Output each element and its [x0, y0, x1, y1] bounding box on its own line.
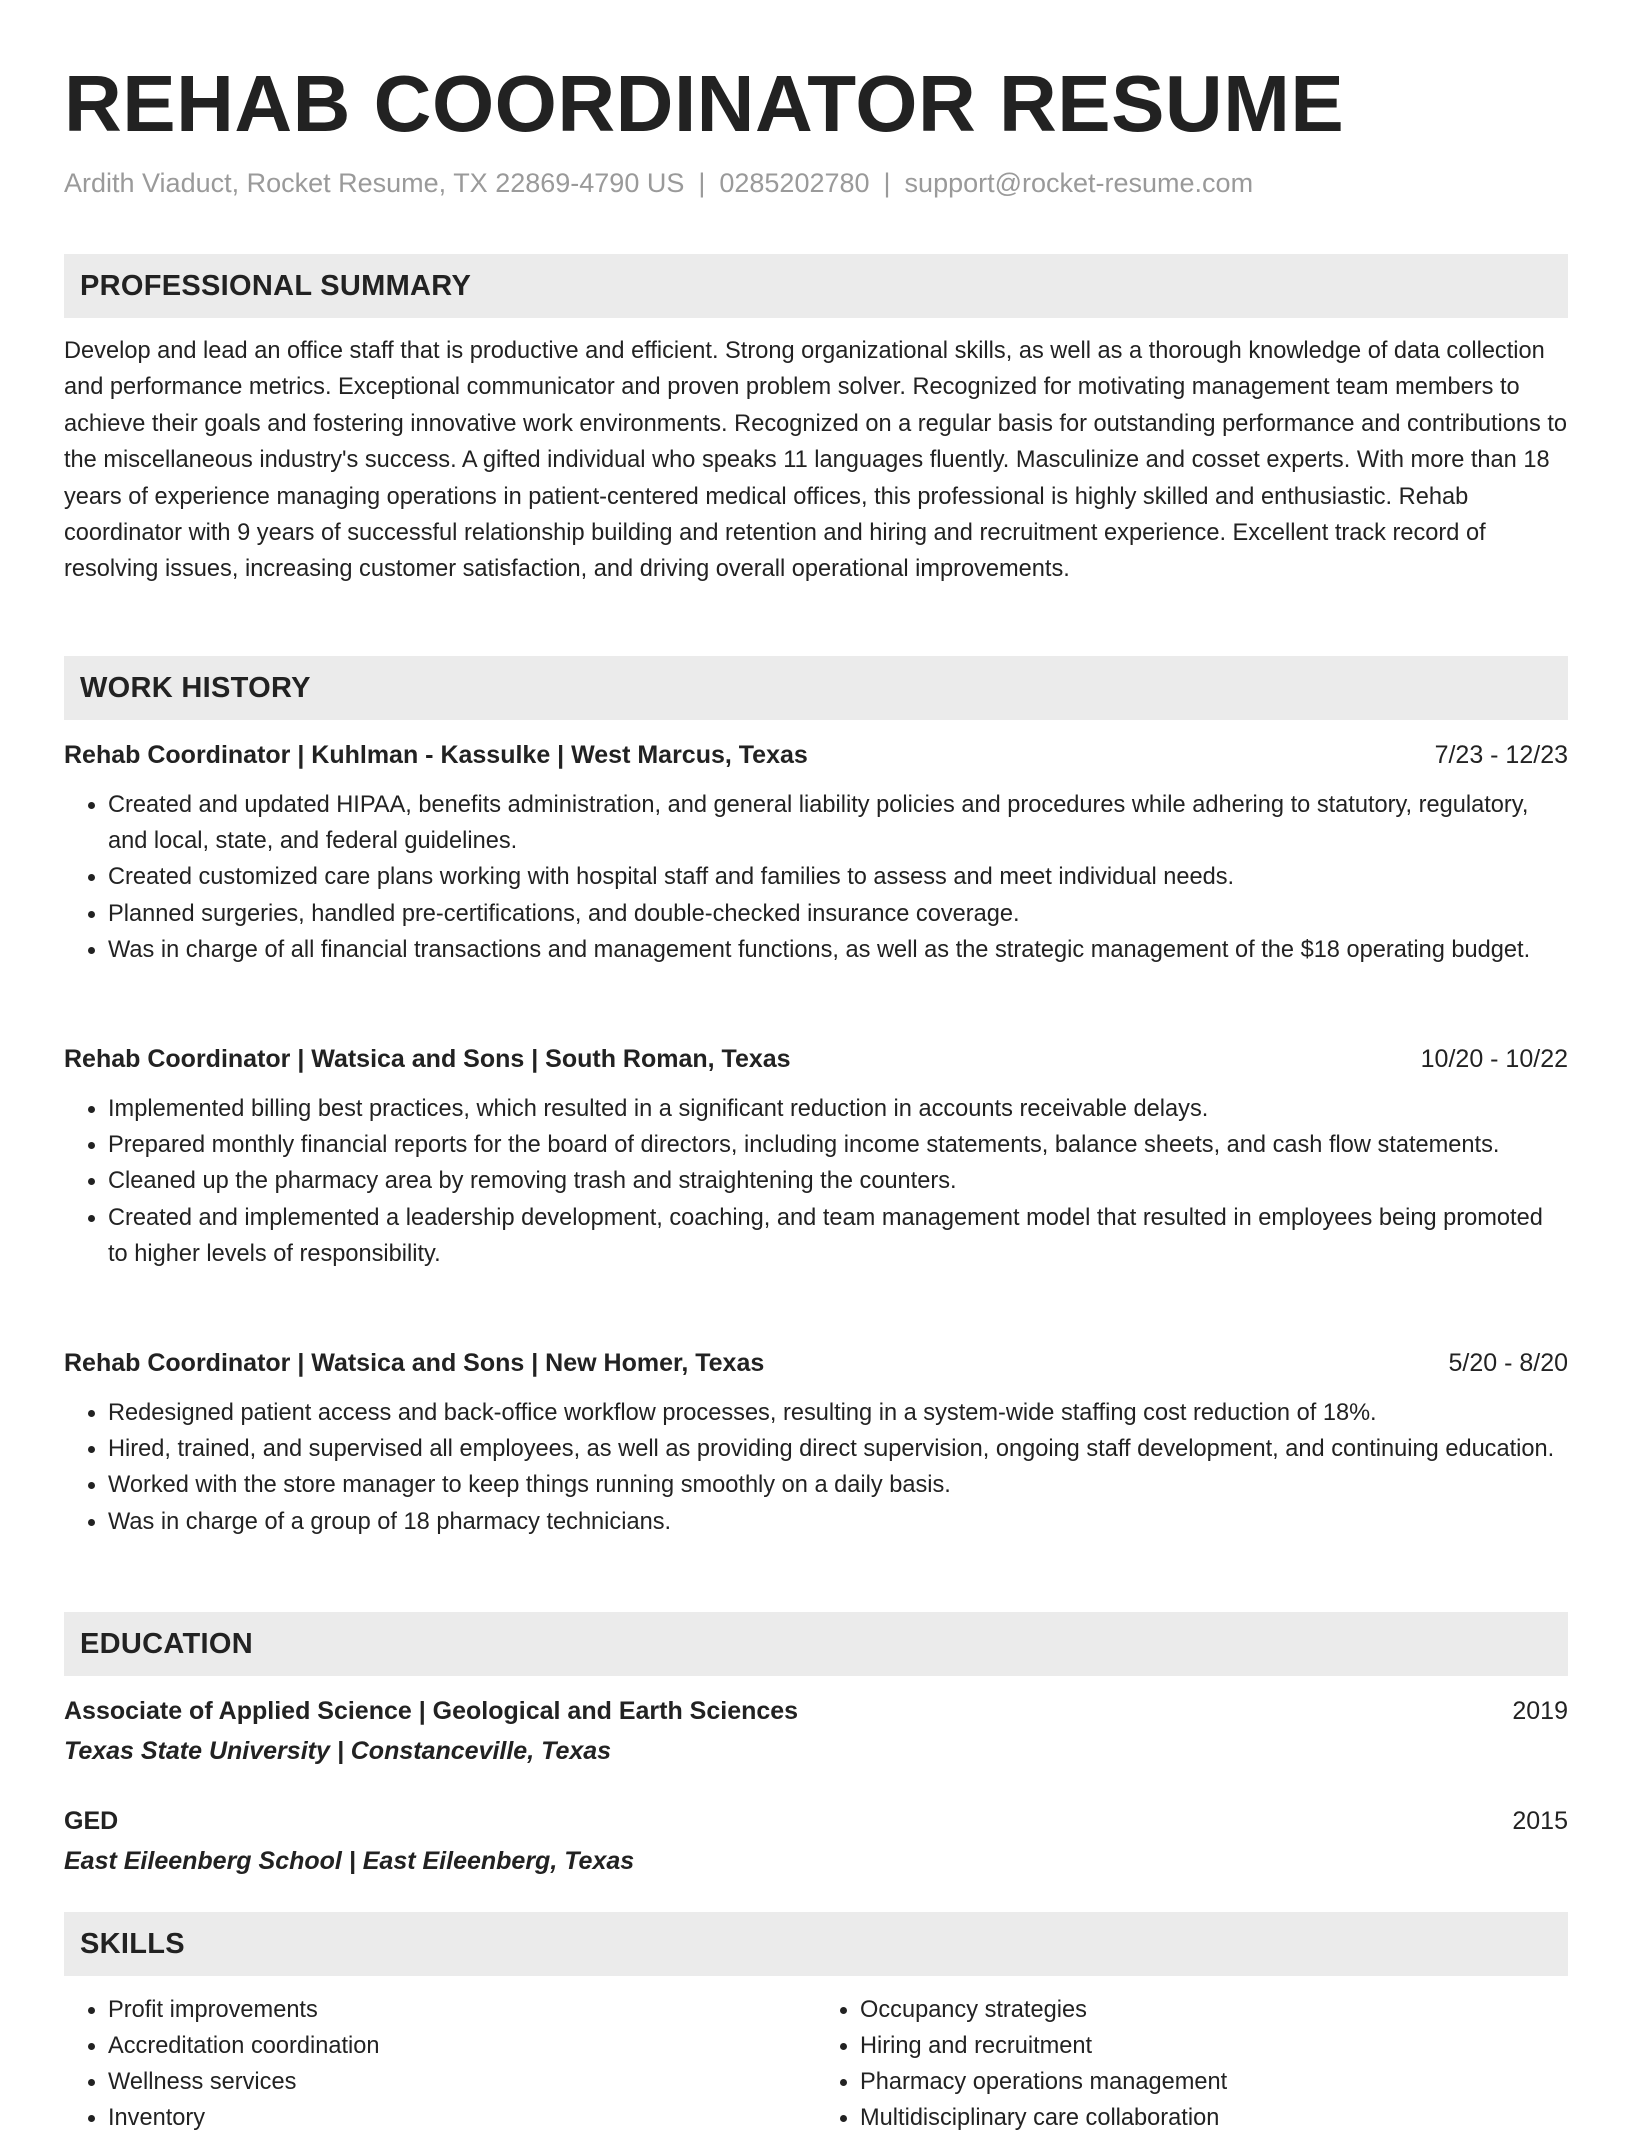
- contact-phone: 0285202780: [719, 168, 870, 198]
- contact-address: Ardith Viaduct, Rocket Resume, TX 22869-4790 US: [64, 168, 685, 198]
- list-item: • Prepared monthly financial reports for the board of directors, including income statements, balance sheets, and cash flow statements.: [108, 1127, 1568, 1163]
- job-entry: [64, 1041, 1568, 1272]
- list-item: • Implemented billing best practices, which resulted in a significant reduction in accounts receivable delays.: [108, 1091, 1568, 1127]
- list-item: • Hired, trained, and supervised all employees, as well as providing direct supervision, ongoing staff development, and continuing education.: [108, 1431, 1568, 1467]
- job-dates: 5/20 - 8/20: [1448, 1349, 1568, 1377]
- education-entry: [64, 1803, 1568, 1879]
- skills-list: [64, 1992, 1568, 2136]
- skill-item: • Occupancy strategies: [860, 1992, 1568, 2028]
- contact-separator: |: [883, 168, 891, 198]
- job-bullets: [64, 1091, 1568, 1272]
- contact-email[interactable]: support@rocket-resume.com: [904, 168, 1254, 198]
- education-degree: Associate of Applied Science | Geological and Earth Sciences: [64, 1697, 799, 1725]
- skill-item: • Multidisciplinary care collaboration: [860, 2100, 1568, 2136]
- skill-item: • Hiring and recruitment: [860, 2028, 1568, 2064]
- list-item: • Created and updated HIPAA, benefits administration, and general liability policies and procedures while adhering to statutory, regulatory, and local, state, and federal guidelines.: [108, 787, 1568, 859]
- list-item: • Cleaned up the pharmacy area by removing trash and straightening the counters.: [108, 1163, 1568, 1199]
- skill-item: • Wellness services: [108, 2064, 816, 2100]
- section-header-work: [64, 656, 1568, 720]
- summary-text: Develop and lead an office staff that is productive and efficient. Strong organizational skills, as well as a thorough knowledge of data collection and performance metrics. Exceptional communicator and proven problem solver. Recognized for motivating management team members to achieve their goals and fostering innovative work environments. Recognized on a regular basis for outstanding performance and contributions to the miscellaneous industry's success. A gifted individual who speaks 11 languages fluently. Masculinize and cosset experts. With more than 18 years of experience managing operations in patient-centered medical offices, this professional is highly skilled and enthusiastic. Rehab coordinator with 9 years of successful relationship building and retention and hiring and recruitment experience. Excellent track record of resolving issues, increasing customer satisfaction, and driving overall operational improvements.: [64, 338, 1568, 583]
- education-year: 2019: [1512, 1697, 1568, 1725]
- education-school: East Eileenberg School | East Eileenberg, Texas: [64, 1847, 635, 1875]
- section-title-skills: SKILLS: [80, 1928, 185, 1960]
- job-heading: Rehab Coordinator | Watsica and Sons | New Homer, Texas: [64, 1349, 765, 1377]
- list-item: • Planned surgeries, handled pre-certifications, and double-checked insurance coverage.: [108, 896, 1568, 932]
- skills-column-left: [64, 1992, 816, 2136]
- section-title-summary: PROFESSIONAL SUMMARY: [80, 270, 472, 302]
- education-year: 2015: [1512, 1807, 1568, 1835]
- list-item: • Was in charge of a group of 18 pharmacy technicians.: [108, 1504, 1568, 1540]
- job-header: [64, 737, 1568, 773]
- skill-item: • Profit improvements: [108, 1992, 816, 2028]
- section-header-education: [64, 1612, 1568, 1676]
- skill-item: • Pharmacy operations management: [860, 2064, 1568, 2100]
- section-title-education: EDUCATION: [80, 1628, 253, 1660]
- job-entry: [64, 1345, 1568, 1540]
- education-degree: GED: [64, 1807, 119, 1835]
- section-header-skills: [64, 1912, 1568, 1976]
- job-dates: 10/20 - 10/22: [1420, 1045, 1568, 1073]
- resume-title: REHAB COORDINATOR RESUME: [64, 59, 1345, 148]
- job-bullets: [64, 1395, 1568, 1540]
- list-item: • Created customized care plans working with hospital staff and families to assess and meet individual needs.: [108, 859, 1568, 895]
- job-heading: Rehab Coordinator | Watsica and Sons | South Roman, Texas: [64, 1045, 791, 1073]
- education-school: Texas State University | Constanceville, Texas: [64, 1737, 612, 1765]
- job-header: [64, 1041, 1568, 1077]
- section-header-summary: [64, 254, 1568, 318]
- list-item: • Redesigned patient access and back-office workflow processes, resulting in a system-wide staffing cost reduction of 18%.: [108, 1395, 1568, 1431]
- job-entry: [64, 737, 1568, 968]
- education-entry: [64, 1693, 1568, 1769]
- job-bullets: [64, 787, 1568, 968]
- skill-item: • Accreditation coordination: [108, 2028, 816, 2064]
- job-dates: 7/23 - 12/23: [1434, 741, 1568, 769]
- list-item: • Worked with the store manager to keep things running smoothly on a daily basis.: [108, 1467, 1568, 1503]
- list-item: • Was in charge of all financial transactions and management functions, as well as the strategic management of the $18 operating budget.: [108, 932, 1568, 968]
- list-item: • Created and implemented a leadership development, coaching, and team management model that resulted in employees being promoted to higher levels of responsibility.: [108, 1200, 1568, 1272]
- education-header: [64, 1693, 1568, 1729]
- education-header: [64, 1803, 1568, 1839]
- section-title-work: WORK HISTORY: [80, 672, 311, 704]
- skills-column-right: [816, 1992, 1568, 2136]
- contact-separator: |: [698, 168, 706, 198]
- contact-line: [64, 168, 1253, 199]
- job-heading: Rehab Coordinator | Kuhlman - Kassulke | West Marcus, Texas: [64, 741, 808, 769]
- job-header: [64, 1345, 1568, 1381]
- skill-item: • Inventory: [108, 2100, 816, 2136]
